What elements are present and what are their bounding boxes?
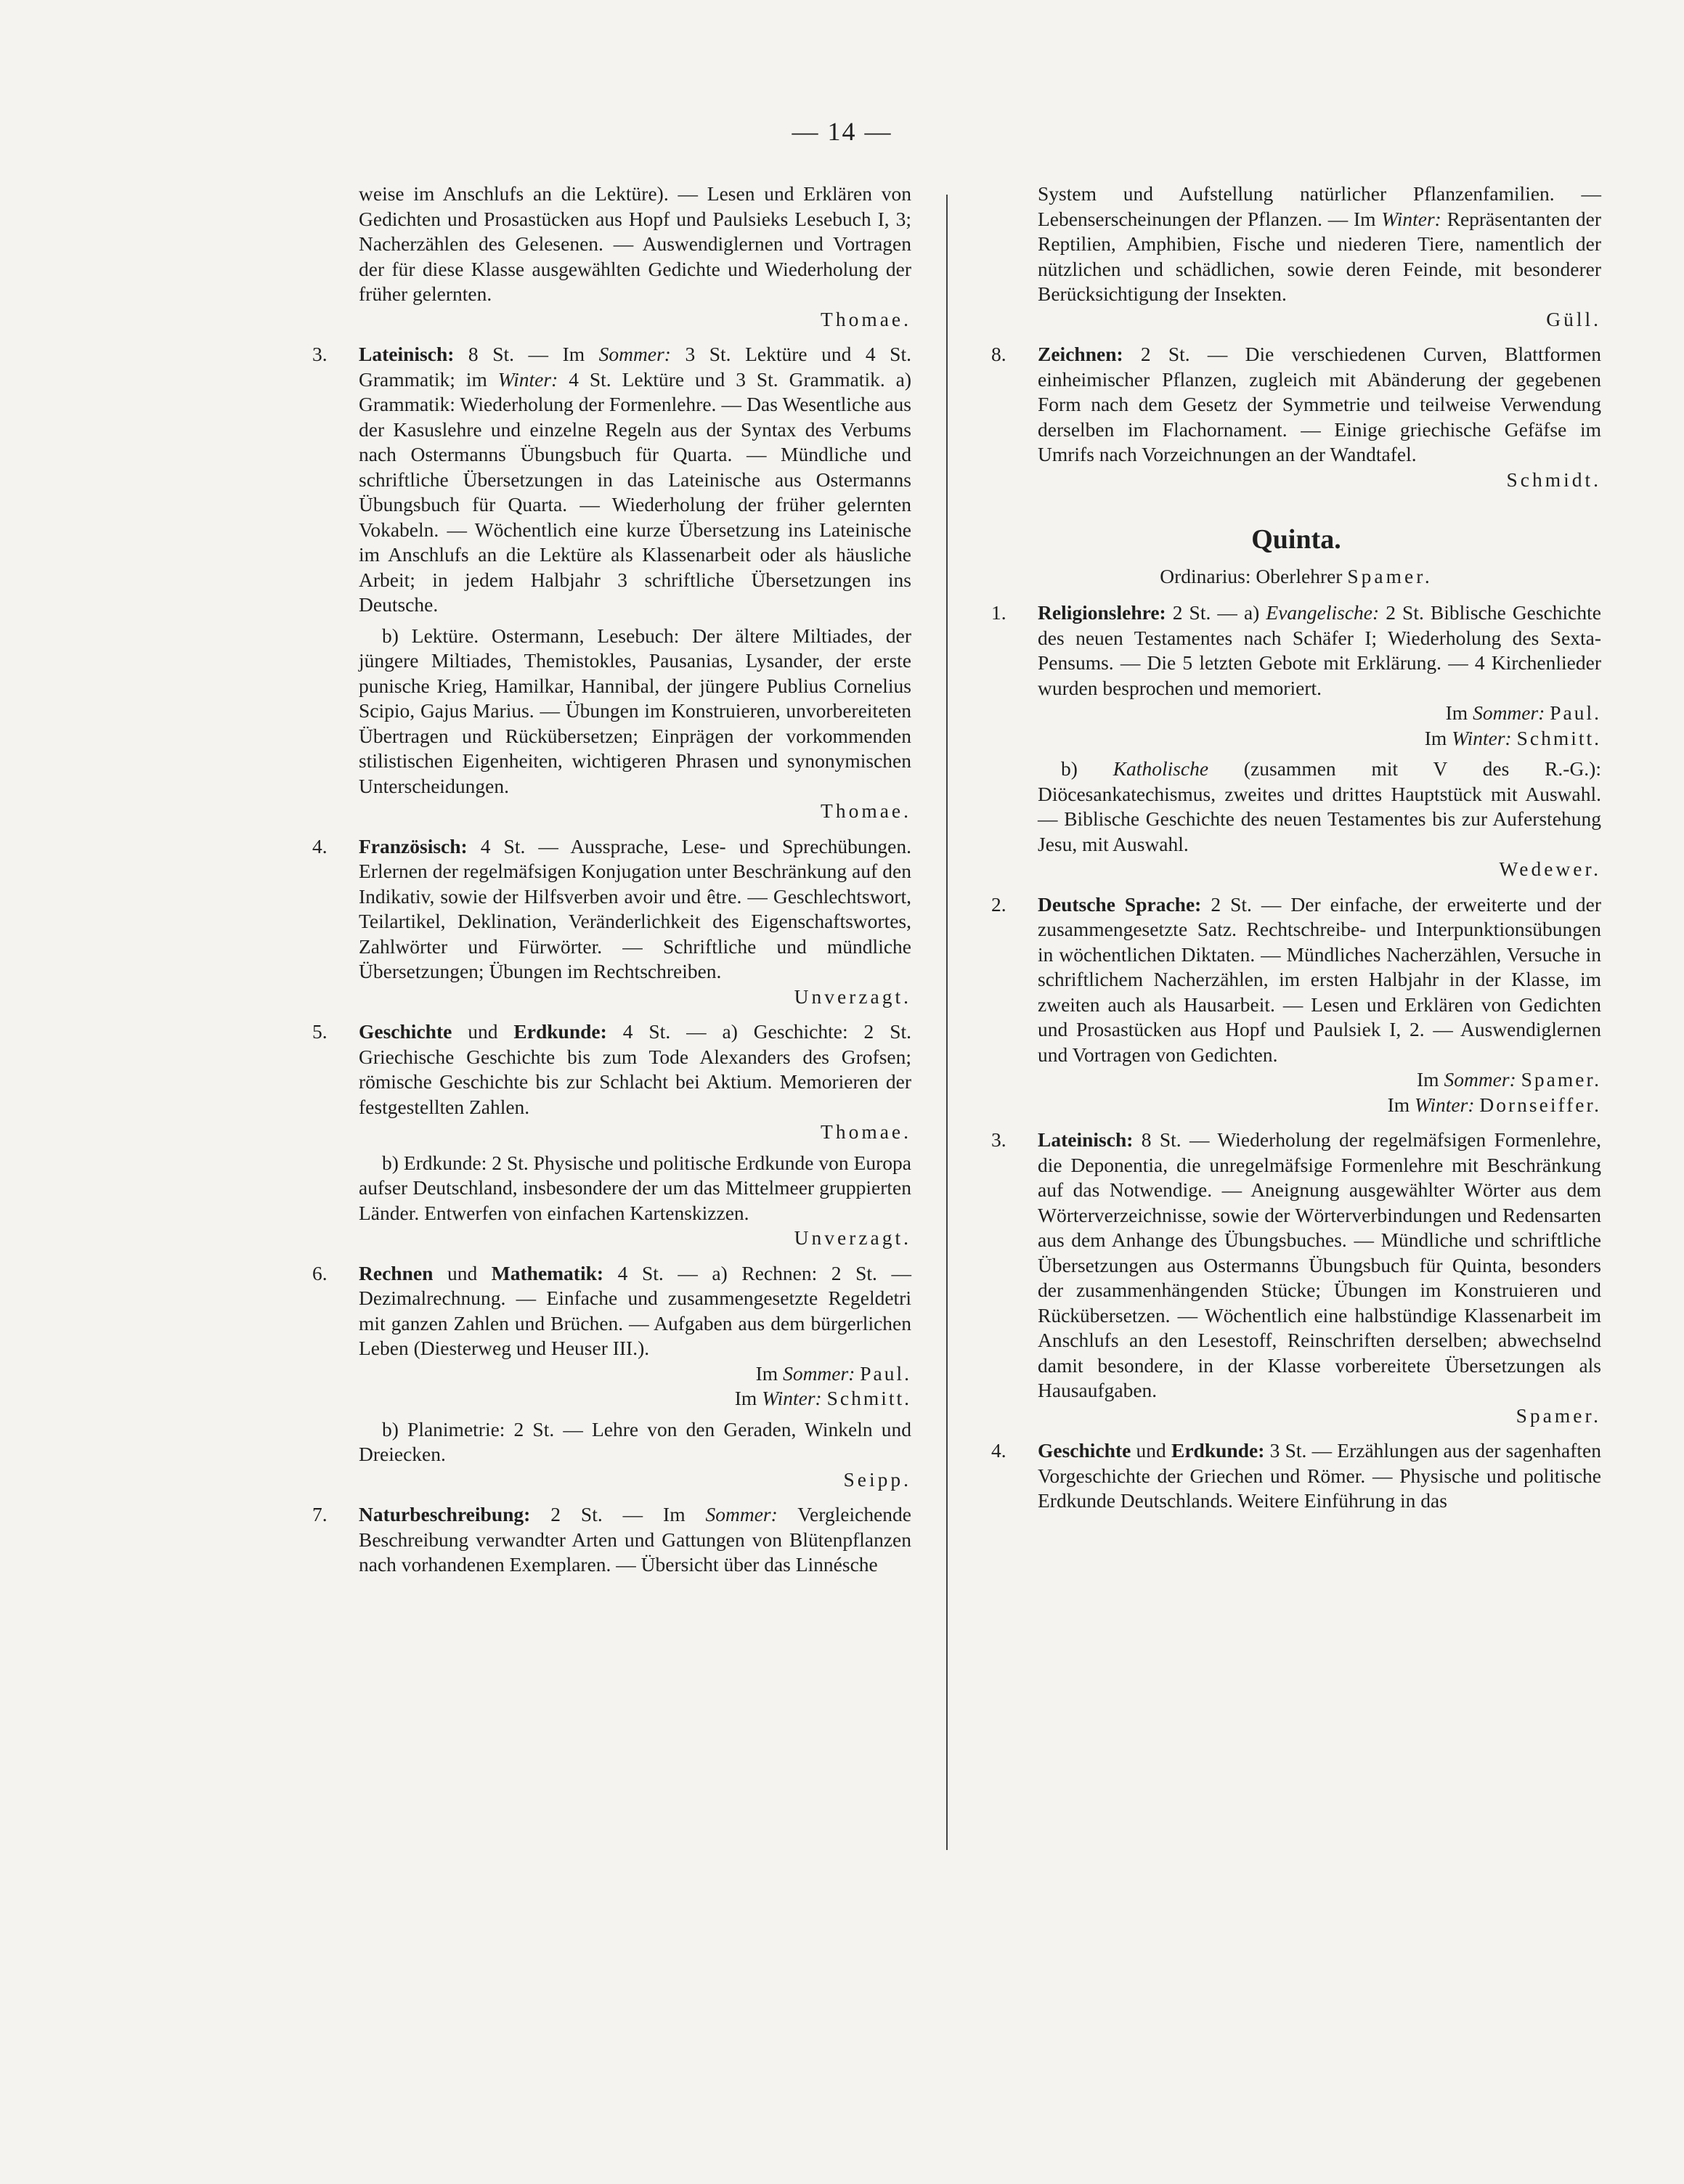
teacher-name: Dornseiffer. [1479, 1093, 1601, 1116]
teacher-line [1038, 1067, 1601, 1093]
section-number: 3. [312, 343, 328, 365]
section-math [312, 1261, 911, 1493]
paragraph-text: b) Erdkunde: 2 St. Physische und politische Erdkunde von Europa aufser Deutschland, insbesondere der um das Mittelmeer gruppierten Länder. Entwerfen von einfachen Kartenskizzen. [359, 1151, 911, 1224]
text-run: und [452, 1020, 514, 1043]
section-heading: Geschichte [359, 1020, 452, 1043]
section-body [359, 834, 911, 1010]
text-run: 4 St. — Aussprache, Lese- und Sprechübungen. Erlernen der regelmäfsigen Konjugation unter Beschränkung auf den Indikativ, sowie der Hilfsverben avoir und être. — Geschlechtswort, Teilartikel, Deklination, Veränderlichkeit des Eigenschaftswortes, Zahlwörter und Fürwörter. — Schriftliche und mündliche Übersetzungen; Übungen im Rechtschreiben. [359, 834, 911, 982]
teacher-name: Schmidt. [1506, 468, 1601, 491]
section-body [359, 1261, 911, 1411]
subsection-b [359, 1151, 911, 1251]
teacher-name: Seipp. [843, 1467, 911, 1491]
teacher-name: Paul. [1550, 701, 1601, 724]
nature-continuation [991, 182, 1601, 332]
section-heading: Französisch: [359, 834, 468, 857]
section-number: 5. [312, 1020, 328, 1043]
denomination-label: Evangelische: [1266, 601, 1380, 624]
text-run: 4 St. — a) Geschichte: 2 St. Griechische Geschichte bis zum Tode Alexanders des Grofsen; römische Geschichte bis zur Schlacht bei Aktium. Memorieren der festgestellten Zahlen. [359, 1020, 912, 1118]
subsection-b [359, 1417, 911, 1493]
section-french [312, 834, 911, 1010]
section-number: 8. [991, 343, 1006, 365]
season-label: Sommer: [783, 1361, 855, 1385]
text-run: 3 St. Lektüre und 4 St. Grammatik; im [359, 343, 911, 391]
text-run: und [433, 1261, 492, 1284]
section-heading: Erdkunde: [1171, 1439, 1265, 1462]
text-run: Vergleichende Beschreibung verwandter Arten und Gattungen von Blütenpflanzen nach vorhandenen Exemplaren. — Übersicht über das Linnésche [359, 1503, 911, 1576]
text-run: 2 St. Biblische Geschichte des neuen Testamentes nach Schäfer I; Wiederholung des Sexta-Pensums. — Die 5 letzten Gebote mit Erklärung. — 4 Kirchenlieder wurden besprochen und memoriert. [1038, 601, 1601, 699]
section-latin-quinta [991, 1128, 1601, 1428]
section-history-geography [312, 1019, 911, 1251]
teacher-line [1038, 701, 1601, 726]
text-run: System und Aufstellung natürlicher Pflanzenfamilien. — Lebenserscheinungen der Pflanzen. — Im [1038, 182, 1601, 230]
section-body [359, 342, 911, 618]
section-body [1038, 1438, 1601, 1514]
text-run: 8 St. — Im [454, 343, 599, 365]
text-run: Im [1445, 701, 1473, 724]
text-run: (zusammen mit V des R.-G.): Diöcesankatechismus, zweites und drittes Hauptstück mit Auswahl. — Biblische Geschichte des neuen Testamentes bis zur Auferstehung Jesu, mit Auswahl. [1038, 757, 1601, 855]
section-body [1038, 342, 1601, 492]
right-column [991, 182, 1601, 1514]
subsection-b [359, 624, 911, 824]
section-body [1038, 892, 1601, 1118]
section-number: 1. [991, 601, 1006, 624]
season-label: Winter: [497, 367, 558, 391]
section-body [1038, 600, 1601, 751]
season-label: Sommer: [1473, 701, 1545, 724]
teacher-name: Spamer. [1521, 1068, 1601, 1091]
section-number: 7. [312, 1503, 328, 1525]
section-number: 4. [991, 1439, 1006, 1462]
teacher-line [1038, 726, 1601, 751]
section-heading: Rechnen [359, 1261, 434, 1284]
text-run: Im [734, 1387, 762, 1409]
paragraph-text: weise im Anschlufs an die Lektüre). — Lesen und Erklären von Gedichten und Prosastücken aus Hopf und Paulsieks Lesebuch I, 3; Nacherzählen des Gelesenen. — Auswendiglernen und Vortragen der für diese Klasse ausgewählten Gedichte und Wiederholung der früher gelernten. [359, 182, 911, 305]
teacher-name: Thomae. [821, 799, 911, 822]
section-heading: Zeichnen: [1038, 343, 1123, 365]
teacher-name: Paul. [860, 1361, 911, 1385]
paragraph-text: b) Planimetrie: 2 St. — Lehre von den Geraden, Winkeln und Dreiecken. [359, 1417, 911, 1465]
section-heading: Deutsche Sprache: [1038, 892, 1202, 916]
section-drawing [991, 342, 1601, 492]
teacher-name: Thomae. [821, 1120, 911, 1143]
text-run: und [1131, 1439, 1171, 1462]
left-column [312, 182, 911, 1578]
season-label: Winter: [1381, 207, 1441, 230]
text-run: 8 St. — Wiederholung der regelmäfsigen Formenlehre, die Deponentia, die unregelmäfsige Formenlehre mit Beschränkung auf das Notwendige. — Aneignung ausgewählter Wörter aus dem Wörterverzeichnisse, sowie der Wörterverbindungen und Redensarten aus dem Anhange des Übungsbuches. — Mündliche und schriftliche Übersetzungen aus Ostermanns Übungsbuch für Quinta, besonders der zusammenhängenden Stücke; Übungen im Konstruieren und Rückübersetzen. — Wöchentlich eine halbstündige Klassenarbeit im Anschlufs an den Lesestoff, Reinschriften derselben; abwechselnd damit besondere, in der Klasse vorbereitete Übersetzungen als Hausaufgaben. [1038, 1128, 1601, 1401]
section-body [1038, 1128, 1601, 1428]
paragraph-text: b) Lektüre. Ostermann, Lesebuch: Der ältere Miltiades, der jüngere Miltiades, Themistokles, Pausanias, Lysander, der erste punische Krieg, Hamilkar, Hannibal, der jüngere Publius Cornelius Scipio, Gajus Marius. — Übungen im Konstruieren, unvorbereiteten Übertragen und Rückübersetzen; Einprägen der vorkommenden stilistischen Eigenheiten, wichtigeren Phrasen und synonymischen Unterscheidungen. [359, 624, 911, 797]
ordinarius-line [991, 564, 1601, 590]
teacher-name: Güll. [1546, 307, 1601, 330]
section-nature [312, 1502, 911, 1578]
text-run: 4 St. Lektüre und 3 St. Grammatik. a) Grammatik: Wiederholung der Formenlehre. — Das Wesentliche aus der Kasuslehre und einzelne Regeln aus der Syntax des Verbums nach Ostermanns Übungsbuch für Quarta. — Mündliche und schriftliche Übersetzungen in das Lateinische aus Ostermanns Übungsbuch für Quarta. — Wiederholung der früher gelernten Vokabeln. — Wöchentlich eine kurze Übersetzung ins Lateinische im Anschlufs an die Lektüre als Klassenarbeit oder als häusliche Arbeit; in jedem Halbjahr 3 schriftliche Übersetzungen ins Deutsche. [359, 367, 911, 616]
text-run: Repräsentanten der Reptilien, Amphibien, Fische und niederen Tiere, namentlich der nützlichen und schädlichen, sowie deren Feinde, mit besonderer Berücksichtigung der Insekten. [1038, 207, 1601, 305]
teacher-line [359, 1361, 911, 1387]
section-heading: Erdkunde: [513, 1020, 607, 1043]
section-number: 3. [991, 1128, 1006, 1151]
teacher-line [1038, 1093, 1601, 1118]
denomination-label: Katholische [1113, 757, 1209, 780]
column-divider [946, 195, 948, 1850]
teacher-name: Spamer. [1347, 564, 1433, 587]
section-body [359, 1019, 911, 1145]
section-body [359, 1502, 911, 1578]
section-number: 2. [991, 892, 1006, 916]
season-label: Winter: [1452, 726, 1512, 749]
section-heading: Geschichte [1038, 1439, 1131, 1462]
section-heading: Religionslehre: [1038, 601, 1166, 624]
german-intro-continuation [312, 182, 911, 332]
season-label: Sommer: [598, 343, 671, 365]
teacher-name: Spamer. [1516, 1403, 1601, 1427]
teacher-name: Thomae. [821, 307, 911, 330]
section-heading: Lateinisch: [1038, 1128, 1134, 1151]
season-label: Winter: [762, 1387, 822, 1409]
season-label: Sommer: [1444, 1068, 1516, 1091]
page-number: — 14 — [792, 117, 892, 146]
section-history-quinta [991, 1438, 1601, 1514]
section-latin [312, 342, 911, 824]
season-label: Sommer: [705, 1503, 778, 1525]
text-run: Im [755, 1361, 784, 1385]
text-run: Im [1387, 1093, 1415, 1116]
text-run: Im [1417, 1068, 1444, 1091]
text-run: 4 St. — a) Rechnen: 2 St. — Dezimalrechnung. — Einfache und zusammengesetzte Regeldetri mit ganzen Zahlen und Brüchen. — Aufgaben aus dem bürgerlichen Leben (Diesterweg und Heuser III.). [359, 1261, 911, 1359]
text-run: 2 St. — a) [1166, 601, 1266, 624]
teacher-name: Unverzagt. [794, 1226, 911, 1249]
teacher-name: Schmitt. [1516, 726, 1601, 749]
text-run: Im [1424, 726, 1452, 749]
teacher-line [359, 1386, 911, 1411]
season-label: Winter: [1415, 1093, 1475, 1116]
teacher-name: Wedewer. [1499, 857, 1601, 880]
text-run: 2 St. — Der einfache, der erweiterte und der zusammengesetzte Satz. Rechtschreibe- und Interpunktionsübungen in wöchentlichen Diktaten. — Mündliches Nacherzählen, Versuche in schriftlichem Nacherzählen, im ersten Halbjahr in der Klasse, im zweiten auch als Hausarbeit. — Lesen und Erklären von Gedichten und Prosastücken aus Hopf und Paulsiek I, 2. — Auswendiglernen und Vortragen von Gedichten. [1038, 892, 1601, 1066]
section-heading: Naturbeschreibung: [359, 1503, 531, 1525]
text-run: 2 St. — Die verschiedenen Curven, Blattformen einheimischer Pflanzen, zugleich mit Abänderung der gegebenen Form nach dem Gesetz der Symmetrie und teilweise Verwendung derselben im Flachornament. — Einige griechische Gefäfse im Umrifs nach Vorzeichnungen an der Wandtafel. [1038, 343, 1601, 465]
section-number: 4. [312, 834, 328, 857]
text-run: b) [1061, 757, 1113, 780]
section-german [991, 892, 1601, 1118]
text-run: 3 St. — Erzählungen aus der sagenhaften Vorgeschichte der Griechen und Römer. — Physische und politische Erdkunde Deutschlands. Weitere Einführung in das [1038, 1439, 1602, 1512]
section-religion [991, 600, 1601, 882]
teacher-name: Unverzagt. [794, 985, 911, 1008]
class-title: Quinta. [1251, 524, 1341, 555]
text-run: 2 St. — Im [530, 1503, 706, 1525]
teacher-name: Schmitt. [826, 1387, 911, 1409]
subsection-b [1038, 757, 1601, 882]
section-number: 6. [312, 1261, 328, 1284]
section-heading: Mathematik: [491, 1261, 604, 1284]
text-run: Ordinarius: Oberlehrer [1160, 564, 1348, 587]
section-heading: Lateinisch: [359, 343, 455, 365]
